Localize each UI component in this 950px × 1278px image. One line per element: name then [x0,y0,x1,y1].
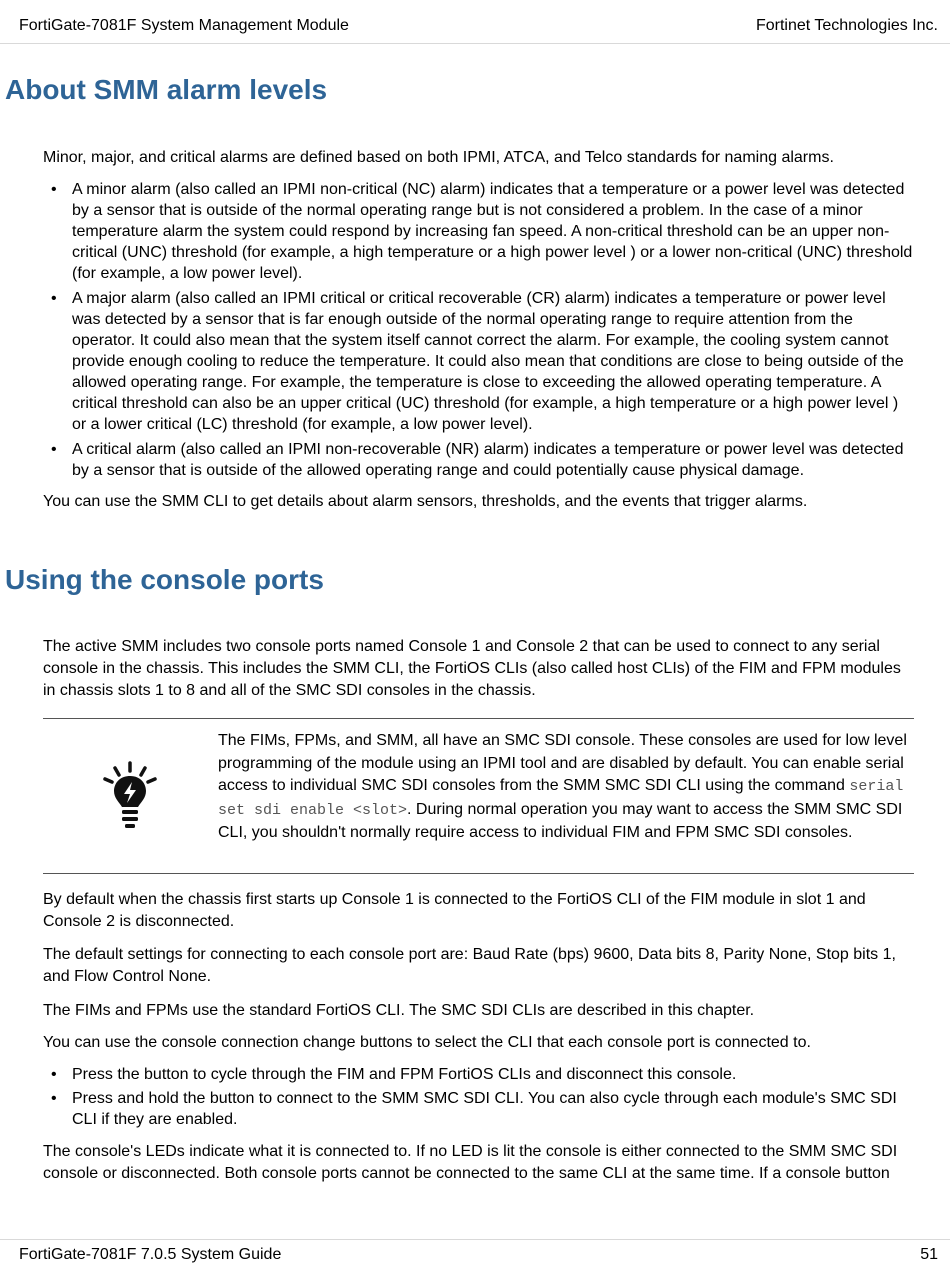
header-company: Fortinet Technologies Inc. [755,17,938,34]
console-settings-paragraph: The default settings for connecting to each console port are: Baud Rate (bps) 9600, Data bits 8, Parity None, Stop bits 1, and Flow Control None. [43,946,896,985]
header-doc-title: FortiGate-7081F System Management Module [19,17,349,34]
console-intro-paragraph: The active SMM includes two console ports named Console 1 and Console 2 that can be used to connect to any serial console in the chassis. This includes the SMM CLI, the FortiOS CLIs (also called host CLIs) of the FIM and FPM modules in chassis slots 1 to 8 and all of the SMC SDI consoles in the chassis. [43,638,901,699]
tip-note-text [218,730,908,845]
list-item-text: Press and hold the button to connect to the SMM SMC SDI CLI. You can also cycle through each module's SMC SDI CLI if they are enabled. [72,1090,897,1128]
list-item-press-button [43,1064,915,1085]
alarm-intro-paragraph: Minor, major, and critical alarms are defined based on both IPMI, ATCA, and Telco standards for naming alarms. [43,149,834,166]
section-heading-console-ports: Using the console ports [5,564,324,595]
note-text-after-command: . During normal operation you may want to access the SMM SMC SDI CLI, you shouldn't normally require access to individual FIM and FPM SMC SDI consoles. [218,800,903,841]
list-item-press-hold-button [43,1088,915,1130]
bullet-icon: • [51,1090,57,1107]
list-item-major-alarm [43,288,915,435]
note-text-before-command: The FIMs, FPMs, and SMM, all have an SMC SDI console. These consoles are used for low level programming of the module using an IPMI tool and are disabled by default. You can enable serial access to individual SMC SDI consoles from the SMM SMC SDI CLI using the command [218,732,907,794]
list-item-text: Press the button to cycle through the FIM and FPM FortiOS CLIs and disconnect this console. [72,1066,737,1083]
leds-paragraph: The console's LEDs indicate what it is connected to. If no LED is lit the console is either connected to the SMM SMC SDI console or disconnected. Both console ports cannot be connected to the same CLI at the same time. If a console button [43,1143,898,1182]
list-item-critical-alarm [43,439,915,481]
bullet-icon: • [51,290,57,307]
cli-paragraph: The FIMs and FPMs use the standard FortiOS CLI. The SMC SDI CLIs are described in this chapter. [43,1002,755,1019]
list-item-text: A major alarm (also called an IPMI critical or critical recoverable (CR) alarm) indicates a temperature or power level was detected by a sensor that is far enough outside of the normal operating range to require attention from the operator. It could also mean that the system itself cannot correct the alarm. For example, the cooling system cannot provide enough cooling to reduce the temperature. It could also mean that conditions are close to being outside of the allowed operating range. For example, the temperature is close to exceeding the allowed operating temperature. A critical threshold can also be an upper critical (UC) threshold (for example, a high temperature or a high power level ) or a lower critical (LC) threshold (for example, a low power level). [72,290,904,433]
list-item-minor-alarm [43,179,915,284]
footer-guide-title: FortiGate-7081F 7.0.5 System Guide [19,1246,282,1263]
bullet-icon: • [51,441,57,458]
list-item-text: A minor alarm (also called an IPMI non-critical (NC) alarm) indicates that a temperature or a power level was detected by a sensor that is outside of the normal operating range but is not considered a problem. In the case of a minor temperature alarm the system could respond by increasing fan speed. A non-critical threshold can be an upper non-critical (UNC) threshold (for example, a high temperature or a high power level ) or a lower non-critical (UNC) threshold (for example, a low power level). [72,181,913,282]
page-footer [0,1239,950,1278]
tip-note-box [43,718,914,874]
command-code: serial set sdi enable <slot> [218,778,904,819]
buttons-paragraph: You can use the console connection change buttons to select the CLI that each console port is connected to. [43,1034,811,1051]
bullet-icon: • [51,181,57,198]
lightbulb-icon [103,761,157,831]
page-number: 51 [920,1246,938,1263]
section-heading-alarm-levels: About SMM alarm levels [5,74,328,105]
default-console-paragraph: By default when the chassis first starts up Console 1 is connected to the FortiOS CLI of the FIM module in slot 1 and Console 2 is disconnected. [43,891,866,930]
bullet-icon: • [51,1066,57,1083]
console-button-list [43,1064,915,1130]
alarm-levels-list [43,179,915,481]
list-item-text: A critical alarm (also called an IPMI non-recoverable (NR) alarm) indicates a temperature or power level was detected by a sensor that is outside of the allowed operating range and could potentially cause physical damage. [72,441,904,479]
page-header [0,0,950,44]
alarm-outro-paragraph: You can use the SMM CLI to get details about alarm sensors, thresholds, and the events that trigger alarms. [43,493,808,510]
